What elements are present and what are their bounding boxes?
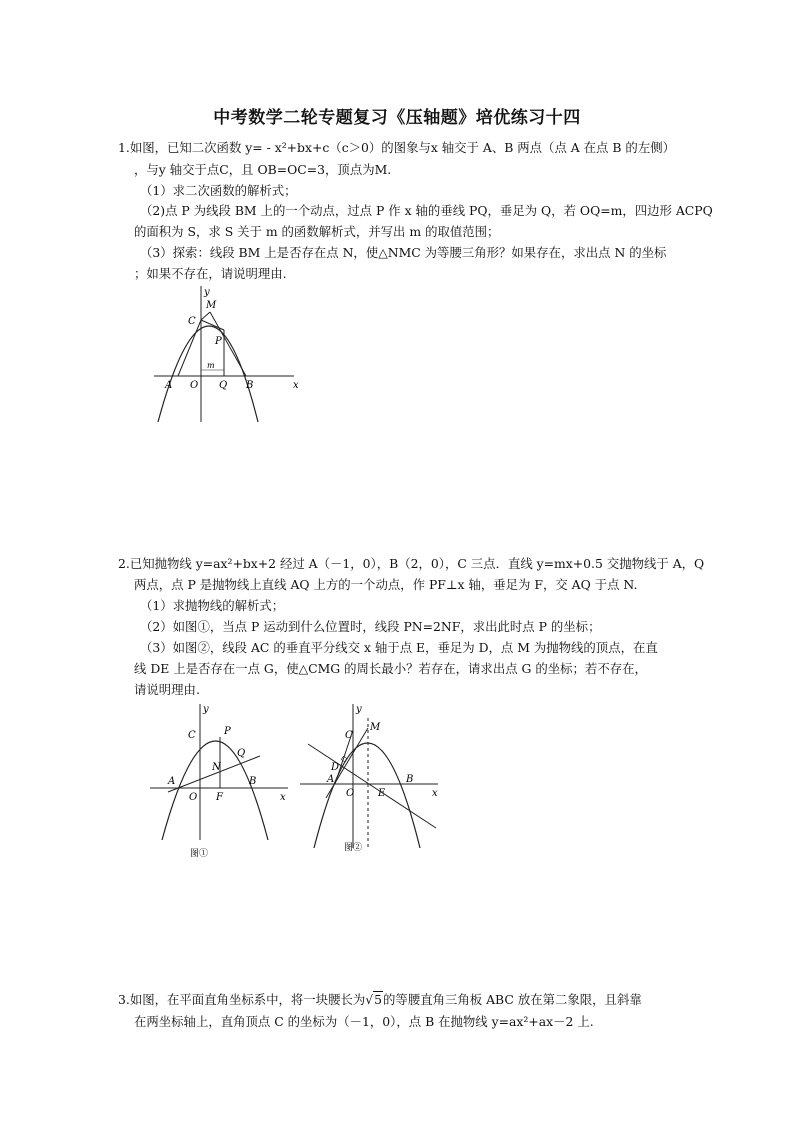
problem-1-line-6: （3）探索：线段 BM 上是否存在点 N，使△NMC 为等腰三角形？如果存在，求出点 N 的坐标 xyxy=(140,245,667,260)
label-d: D xyxy=(331,762,340,773)
problem-1-line-4: （2)点 P 为线段 BM 上的一个动点，过点 P 作 x 轴的垂线 PQ，垂足为 Q，若 OQ=m，四边形 ACPQ xyxy=(140,203,713,218)
segment-cm xyxy=(201,312,210,320)
label-x: x xyxy=(280,792,286,803)
problem-3-line-1 xyxy=(118,990,642,1010)
problem-2-line-2: 两点，点 P 是抛物线上直线 AQ 上方的一个动点，作 PF⊥x 轴，垂足为 F，交 AQ 于点 N. xyxy=(134,577,638,592)
problem-1-line-1: 1.如图，已知二次函数 y= - x²+bx+c（c＞0）的图象与x 轴交于 A、B 两点（点 A 在点 B 的左侧） xyxy=(118,140,675,155)
label-o: O xyxy=(346,788,355,799)
label-q: Q xyxy=(219,380,228,391)
problem-2-line-7: 请说明理由. xyxy=(134,682,200,697)
problem-1-line-5: 的面积为 S，求 S 关于 m 的函数解析式，并写出 m 的取值范围； xyxy=(134,224,500,239)
label-a: A xyxy=(165,380,173,391)
label-c: C xyxy=(188,730,196,741)
problem-1-figure xyxy=(148,282,308,424)
page-title: 中考数学二轮专题复习《压轴题》培优练习十四 xyxy=(213,108,581,128)
label-y: y xyxy=(204,287,210,298)
label-f: F xyxy=(216,792,223,803)
problem-2-figure-1 xyxy=(148,700,298,860)
label-p: P xyxy=(224,726,231,737)
label-m-length: m xyxy=(207,361,215,370)
label-m: M xyxy=(370,722,381,733)
problem-2-line-4: （2）如图①，当点 P 运动到什么位置时，线段 PN=2NF，求出此时点 P 的坐标； xyxy=(140,619,601,634)
problem-3-line-1-post: 的等腰直角三角板 ABC 放在第二象限，且斜靠 xyxy=(383,992,642,1007)
label-o: O xyxy=(189,792,198,803)
label-x: x xyxy=(293,380,299,391)
label-a: A xyxy=(327,774,335,785)
problem-1-line-7: ；如果不存在，请说明理由. xyxy=(134,266,287,281)
problem-1-line-2: ，与y 轴交于点C，且 OB=OC=3，顶点为M. xyxy=(134,162,392,177)
problem-2-line-3: （1）求抛物线的解析式； xyxy=(140,598,285,613)
problem-3-line-1-pre: 3.如图，在平面直角坐标系中，将一块腰长为 xyxy=(118,992,366,1007)
sqrt-symbol: √5 xyxy=(365,992,383,1007)
label-m-vertex: M xyxy=(206,300,217,311)
parabola-curve xyxy=(162,741,268,840)
figure-caption: 图② xyxy=(344,843,363,853)
figure-caption: 图① xyxy=(190,849,209,859)
segment-cp xyxy=(201,320,224,330)
label-a: A xyxy=(168,776,176,787)
problem-2-line-6: 线 DE 上是否存在一点 G，使△CMG 的周长最小？若存在，请求出点 G 的坐标；若不存在， xyxy=(134,661,647,676)
label-n: N xyxy=(212,762,221,773)
label-q: Q xyxy=(237,748,246,759)
line-de xyxy=(308,744,436,828)
label-b: B xyxy=(406,774,414,785)
label-b: B xyxy=(246,380,254,391)
problem-2-figure-2 xyxy=(298,700,450,860)
problem-2-line-5: （3）如图②，线段 AC 的垂直平分线交 x 轴于点 E，垂足为 D，点 M 为抛物线的顶点，在直 xyxy=(140,640,658,655)
label-o: O xyxy=(190,380,199,391)
problem-1-line-3: （1）求二次函数的解析式； xyxy=(140,183,297,198)
label-y: y xyxy=(356,704,362,715)
sqrt-radicand: 5 xyxy=(374,992,383,1007)
segment-ac xyxy=(178,320,201,376)
problem-2-line-1: 2.已知抛物线 y=ax²+bx+2 经过 A（－1，0），B（2，0），C 三点．直线 y=mx+0.5 交抛物线于 A，Q xyxy=(118,556,705,571)
label-b: B xyxy=(249,776,257,787)
problem-3-line-2: 在两坐标轴上，直角顶点 C 的坐标为（－1，0），点 B 在抛物线 y=ax²+ax－2 上. xyxy=(134,1014,594,1029)
label-e: E xyxy=(378,788,386,799)
parabola-curve xyxy=(158,326,258,422)
label-c: C xyxy=(188,316,196,327)
label-p: P xyxy=(215,336,222,347)
label-c: C xyxy=(345,730,353,741)
label-x: x xyxy=(432,788,438,799)
label-y: y xyxy=(203,704,209,715)
